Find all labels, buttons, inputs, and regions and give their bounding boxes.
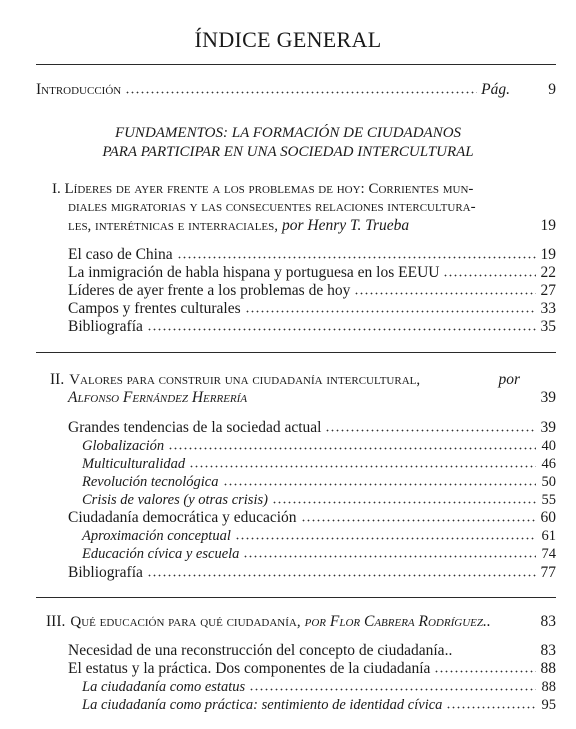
entry-page: 33 [540, 300, 556, 317]
chapter-author-por: por [498, 371, 520, 388]
entry-label: La ciudadanía como estatus [82, 679, 246, 695]
dot-leader [147, 317, 536, 331]
page-title: ÍNDICE GENERAL [194, 27, 382, 52]
dot-leader [443, 263, 536, 277]
entry-page: 61 [541, 528, 556, 544]
dot-leader [325, 418, 536, 432]
toc-entry[interactable] [68, 641, 556, 660]
entry-page: 40 [541, 438, 556, 454]
entry-page: 83 [540, 613, 556, 630]
toc-entry[interactable] [68, 281, 556, 300]
entry-label: Aproximación conceptual [82, 528, 231, 544]
dot-leader [125, 80, 477, 94]
chapter-number: III. [46, 613, 66, 630]
toc-entry[interactable] [68, 245, 556, 264]
entry-page: 74 [541, 546, 556, 562]
entry-label: La ciudadanía como práctica: sentimiento de identidad cívica [82, 697, 443, 713]
chapter-number: I. [52, 181, 61, 197]
toc-subentry[interactable] [82, 544, 556, 563]
chapter-title: Qué educación para qué ciudadanía, [70, 614, 301, 630]
chapter-title: Líderes de ayer frente a los problemas de hoy: Corrientes mun- [64, 181, 474, 197]
chapter-title: Valores para construir una ciudadanía intercultural, [69, 372, 421, 388]
entry-page: 19 [540, 246, 556, 263]
entry-page: 60 [540, 509, 556, 526]
toc-entry[interactable] [68, 299, 556, 318]
entry-page: 27 [540, 282, 556, 299]
dot-leader [245, 299, 536, 313]
entry-page: 50 [541, 474, 556, 490]
entry-label: Revolución tecnológica [82, 474, 219, 490]
section-heading-line1: FUNDAMENTOS: LA FORMACIÓN DE CIUDADANOS [114, 125, 462, 141]
dot-leader [177, 245, 536, 259]
dot-leader [354, 281, 536, 295]
entry-label: Ciudadanía democrática y educación [68, 509, 297, 526]
section-rule [36, 352, 556, 353]
toc-entry[interactable] [68, 263, 556, 282]
entry-page: 46 [541, 456, 556, 472]
toc-subentry[interactable] [82, 472, 556, 491]
dot-leader [243, 544, 536, 558]
chapter-title-end: les, interétnicas e interraciales, [68, 218, 279, 234]
entry-label: Necesidad de una reconstrucción del concepto de ciudadanía.. [68, 642, 453, 659]
chapter2-title-line1[interactable] [50, 370, 520, 389]
dot-leader [168, 436, 536, 450]
dot-leader [301, 508, 536, 522]
chapter3-title[interactable] [46, 612, 556, 631]
entry-page: 55 [541, 492, 556, 508]
toc-subentry[interactable] [82, 695, 556, 714]
toc-entry[interactable] [68, 508, 556, 527]
entry-label: Bibliografía [68, 564, 143, 581]
spacer [424, 370, 494, 384]
dot-leader [272, 490, 536, 504]
entry-label: Educación cívica y escuela [82, 546, 240, 562]
chapter1-title-line1[interactable] [52, 180, 473, 198]
entry-label: Globalización [82, 438, 165, 454]
title-rule [36, 64, 556, 65]
toc-subentry[interactable] [82, 454, 556, 473]
entry-label: El caso de China [68, 246, 173, 263]
section-rule [36, 597, 556, 598]
dot-leader [189, 454, 536, 468]
chapter1-title-line2: diales migratorias y las consecuentes relaciones intercultura- [68, 199, 476, 215]
pag-label: Pág. [481, 81, 510, 98]
toc-subentry[interactable] [82, 490, 556, 509]
entry-page: 95 [541, 697, 556, 713]
entry-page: 88 [541, 679, 556, 695]
chapter-author: por Flor Cabrera Rodríguez.. [304, 613, 491, 630]
dot-leader [147, 563, 536, 577]
toc-subentry[interactable] [82, 436, 556, 455]
dot-leader [223, 472, 537, 486]
dot-leader [434, 659, 536, 673]
entry-page: 39 [540, 389, 556, 406]
toc-entry[interactable] [68, 418, 556, 437]
toc-entry[interactable] [68, 317, 556, 336]
toc-entry[interactable] [68, 659, 556, 678]
entry-page: 88 [540, 660, 556, 677]
entry-page: 19 [540, 217, 556, 234]
spacer [456, 641, 536, 655]
entry-label: Bibliografía [68, 318, 143, 335]
entry-page: 77 [540, 564, 556, 581]
chapter-author: Alfonso Fernández Herrería [68, 389, 248, 406]
spacer [495, 612, 536, 626]
chapter-number: II. [50, 371, 65, 388]
toc-subentry[interactable] [82, 677, 556, 696]
entry-label: Introducción [36, 81, 122, 98]
toc-subentry[interactable] [82, 526, 556, 545]
entry-page: 22 [540, 264, 556, 281]
entry-label: Multiculturalidad [82, 456, 186, 472]
entry-page: 39 [540, 419, 556, 436]
dot-leader [235, 526, 536, 540]
entry-label: Crisis de valores (y otras crisis) [82, 492, 268, 508]
spacer [251, 388, 536, 402]
spacer [413, 216, 536, 230]
dot-leader [446, 695, 536, 709]
chapter1-title-line3[interactable] [68, 216, 556, 235]
entry-label: Líderes de ayer frente a los problemas de hoy [68, 282, 351, 299]
chapter-author: por Henry T. Trueba [282, 217, 410, 234]
entry-page: 83 [540, 642, 556, 659]
entry-label: El estatus y la práctica. Dos componentes de la ciudadanía [68, 660, 431, 677]
section-heading-line2: PARA PARTICIPAR EN UNA SOCIEDAD INTERCULTURAL [102, 144, 474, 160]
entry-page: 35 [540, 318, 556, 335]
entry-page: 9 [548, 81, 556, 98]
toc-entry-introduccion[interactable] [36, 80, 556, 99]
entry-label: Campos y frentes culturales [68, 300, 241, 317]
entry-label: Grandes tendencias de la sociedad actual [68, 419, 322, 436]
dot-leader [249, 677, 536, 691]
chapter2-title-line2[interactable] [68, 388, 556, 407]
entry-label: La inmigración de habla hispana y portuguesa en los EEUU [68, 264, 440, 281]
toc-entry[interactable] [68, 563, 556, 582]
